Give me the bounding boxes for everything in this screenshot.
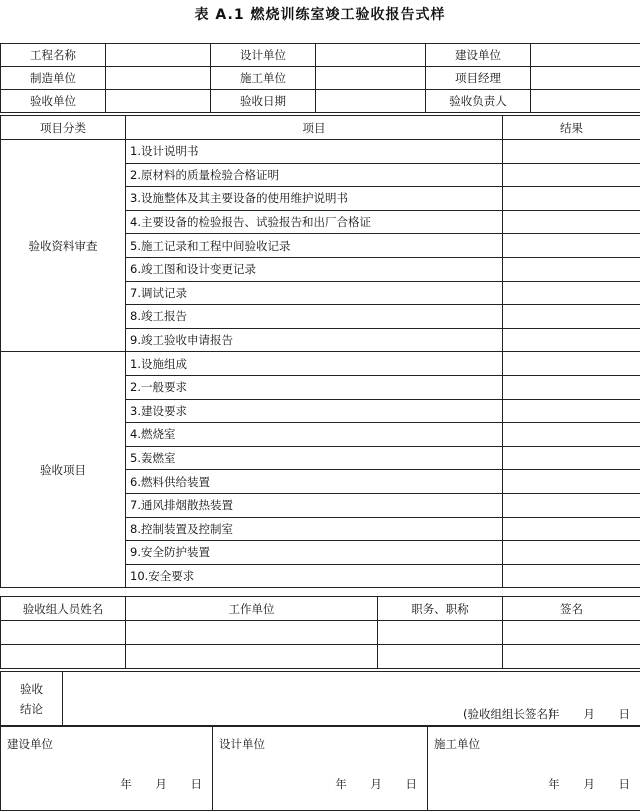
table-row — [1, 621, 640, 645]
label-design-unit: 设计单位 — [211, 44, 316, 67]
field-project-manager[interactable] — [531, 67, 640, 90]
column-header-category: 项目分类 — [1, 116, 126, 140]
review-item: 10.安全要求 — [126, 564, 503, 588]
review-item: 6.竣工图和设计变更记录 — [126, 257, 503, 281]
label-manufacturer: 制造单位 — [1, 67, 106, 90]
review-item: 9.安全防护装置 — [126, 541, 503, 565]
result-cell[interactable] — [503, 257, 640, 281]
column-header-member-name: 验收组人员姓名 — [1, 597, 126, 621]
field-construction-unit[interactable] — [531, 44, 640, 67]
result-cell[interactable] — [503, 281, 640, 305]
review-item: 6.燃料供给装置 — [126, 470, 503, 494]
column-header-result: 结果 — [503, 116, 640, 140]
field-acceptance-date[interactable] — [316, 90, 426, 113]
column-header-position: 职务、职称 — [378, 597, 503, 621]
design-unit-box[interactable] — [213, 726, 428, 811]
construction-unit-label: 建设单位 — [7, 736, 53, 752]
member-unit-cell[interactable] — [126, 645, 378, 669]
field-design-unit[interactable] — [316, 44, 426, 67]
leader-signature-note: (验收组组长签名) — [463, 706, 552, 722]
result-cell[interactable] — [503, 541, 640, 565]
review-item: 5.施工记录和工程中间验收记录 — [126, 234, 503, 258]
builder-unit-box[interactable] — [428, 726, 640, 811]
result-cell[interactable] — [503, 470, 640, 494]
field-project-name[interactable] — [106, 44, 211, 67]
builder-unit-label: 施工单位 — [434, 736, 480, 752]
review-item: 2.原材料的质量检验合格证明 — [126, 163, 503, 187]
members-table — [0, 596, 640, 669]
column-header-signature: 签名 — [503, 597, 640, 621]
form-title: 表 A.1 燃烧训练室竣工验收报告式样 — [0, 4, 640, 24]
result-cell[interactable] — [503, 375, 640, 399]
conclusion-field[interactable] — [63, 672, 640, 727]
result-cell[interactable] — [503, 446, 640, 470]
member-name-cell[interactable] — [1, 645, 126, 669]
footer-units-table — [0, 725, 640, 811]
basic-info-row — [1, 67, 640, 90]
field-builder[interactable] — [316, 67, 426, 90]
field-acceptance-unit[interactable] — [106, 90, 211, 113]
label-project-manager: 项目经理 — [426, 67, 531, 90]
conclusion-label-line1: 验收 — [5, 679, 58, 699]
table-row — [1, 645, 640, 669]
column-header-work-unit: 工作单位 — [126, 597, 378, 621]
member-name-cell[interactable] — [1, 621, 126, 645]
label-builder: 施工单位 — [211, 67, 316, 90]
result-cell[interactable] — [503, 187, 640, 211]
table-row — [1, 140, 640, 164]
construction-unit-date: 年 月 日 — [120, 776, 202, 792]
review-item: 3.设施整体及其主要设备的使用维护说明书 — [126, 187, 503, 211]
review-item: 8.控制装置及控制室 — [126, 517, 503, 541]
result-cell[interactable] — [503, 352, 640, 376]
members-header-row — [1, 597, 640, 621]
basic-info-table — [0, 43, 640, 113]
review-header-row — [1, 116, 640, 140]
label-acceptance-unit: 验收单位 — [1, 90, 106, 113]
column-header-item: 项目 — [126, 116, 503, 140]
design-unit-label: 设计单位 — [219, 736, 265, 752]
member-signature-cell[interactable] — [503, 621, 640, 645]
conclusion-date: 年 月 日 — [548, 706, 630, 722]
review-item: 5.轰燃室 — [126, 446, 503, 470]
result-cell[interactable] — [503, 399, 640, 423]
result-cell[interactable] — [503, 328, 640, 352]
label-construction-unit: 建设单位 — [426, 44, 531, 67]
member-unit-cell[interactable] — [126, 621, 378, 645]
field-acceptance-lead[interactable] — [531, 90, 640, 113]
basic-info-row — [1, 44, 640, 67]
result-cell[interactable] — [503, 234, 640, 258]
result-cell[interactable] — [503, 210, 640, 234]
result-cell[interactable] — [503, 305, 640, 329]
review-item: 3.建设要求 — [126, 399, 503, 423]
review-item: 4.燃烧室 — [126, 423, 503, 447]
review-item: 8.竣工报告 — [126, 305, 503, 329]
review-item: 9.竣工验收申请报告 — [126, 328, 503, 352]
table-row — [1, 352, 640, 376]
member-position-cell[interactable] — [378, 645, 503, 669]
result-cell[interactable] — [503, 493, 640, 517]
footer-row — [1, 726, 640, 811]
result-cell[interactable] — [503, 140, 640, 164]
result-cell[interactable] — [503, 564, 640, 588]
review-item: 1.设施组成 — [126, 352, 503, 376]
builder-unit-date: 年 月 日 — [548, 776, 630, 792]
review-item: 4.主要设备的检验报告、试验报告和出厂合格证 — [126, 210, 503, 234]
member-signature-cell[interactable] — [503, 645, 640, 669]
result-cell[interactable] — [503, 423, 640, 447]
conclusion-label — [1, 672, 63, 727]
basic-info-row — [1, 90, 640, 113]
conclusion-row — [1, 672, 640, 727]
review-item: 7.调试记录 — [126, 281, 503, 305]
category-document-review: 验收资料审查 — [1, 140, 126, 352]
label-project-name: 工程名称 — [1, 44, 106, 67]
category-acceptance-items: 验收项目 — [1, 352, 126, 588]
conclusion-label-line2: 结论 — [5, 699, 58, 719]
label-acceptance-date: 验收日期 — [211, 90, 316, 113]
conclusion-table — [0, 671, 640, 727]
result-cell[interactable] — [503, 163, 640, 187]
review-table — [0, 115, 640, 588]
result-cell[interactable] — [503, 517, 640, 541]
review-item: 2.一般要求 — [126, 375, 503, 399]
design-unit-date: 年 月 日 — [335, 776, 417, 792]
member-position-cell[interactable] — [378, 621, 503, 645]
field-manufacturer[interactable] — [106, 67, 211, 90]
label-acceptance-lead: 验收负责人 — [426, 90, 531, 113]
review-item: 7.通风排烟散热装置 — [126, 493, 503, 517]
review-item: 1.设计说明书 — [126, 140, 503, 164]
construction-unit-box[interactable] — [1, 726, 213, 811]
